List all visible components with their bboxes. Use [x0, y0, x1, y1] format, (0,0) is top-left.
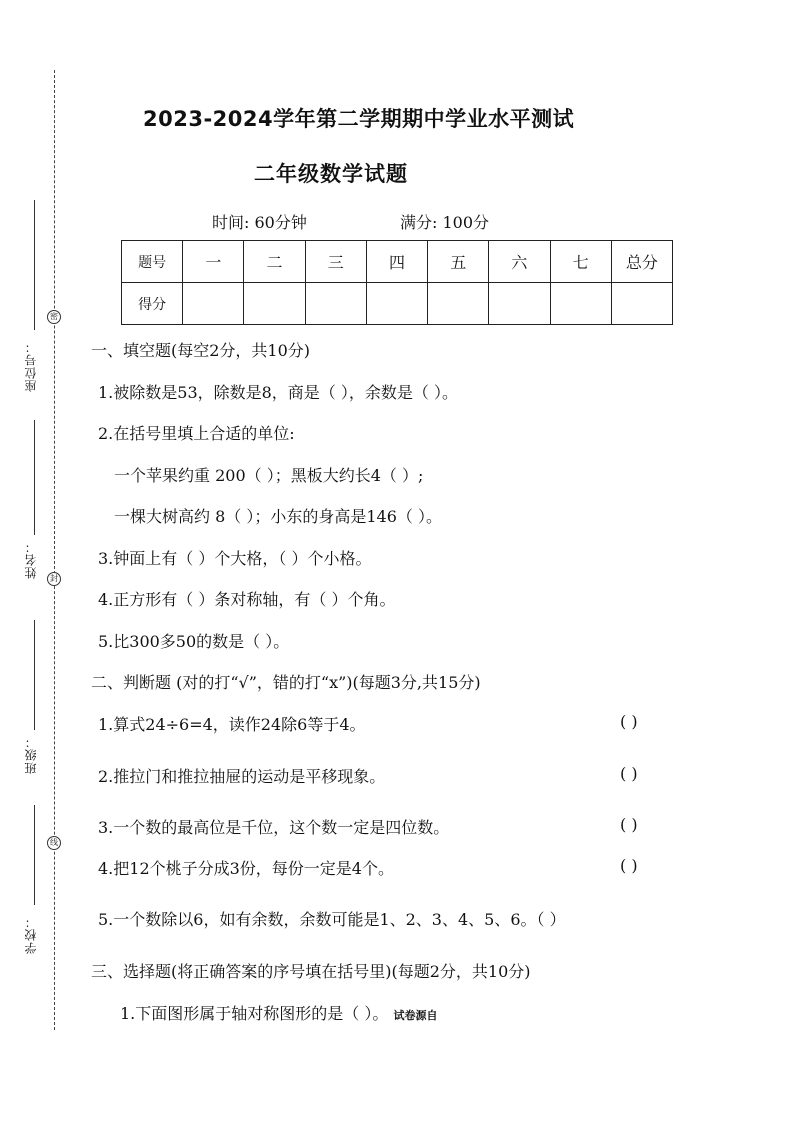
section2-heading: 二、判断题 (对的打“√”，错的打“x”)(每题3分,共15分)	[91, 673, 481, 692]
table-cell: 总分	[611, 241, 672, 283]
binding-dashed-line	[54, 70, 55, 1030]
section1-q5: 5.比300多50的数是（ ）。	[98, 632, 290, 651]
answer-paren[interactable]: ( )	[620, 815, 638, 834]
section1-q2a: 一个苹果约重 200（ ）；黑板大约长4（ ）;	[114, 466, 424, 485]
table-cell: 题号	[122, 241, 183, 283]
answer-paren[interactable]: ( )	[620, 764, 638, 783]
section2-q3: 3.一个数的最高位是千位，这个数一定是四位数。	[98, 818, 450, 837]
seal-mark-top: 密	[47, 310, 61, 324]
score-input-cell[interactable]	[305, 283, 366, 325]
table-cell: 得分	[122, 283, 183, 325]
table-cell: 七	[550, 241, 611, 283]
score-table-score-row	[122, 283, 673, 325]
section3-q1-text: 1.下面图形属于轴对称图形的是（ ）。	[120, 1004, 389, 1023]
answer-paren[interactable]: ( )	[620, 712, 638, 731]
section3-q1	[120, 1001, 437, 1024]
score-input-cell[interactable]	[183, 283, 244, 325]
name-fill-line	[34, 420, 35, 535]
exam-title: 2023-2024学年第二学期期中学业水平测试	[143, 107, 575, 131]
binding-margin	[0, 0, 70, 1123]
seat-label: 座位号：	[24, 340, 38, 392]
section1-q2: 2.在括号里填上合适的单位:	[98, 424, 295, 443]
answer-paren[interactable]: ( )	[620, 856, 638, 875]
section1-q3: 3.钟面上有（ ）个大格，（ ）个小格。	[98, 549, 372, 568]
section1-q2b: 一棵大树高约 8（ ）；小东的身高是146（ ）。	[114, 507, 442, 526]
name-label: 姓名：	[24, 540, 38, 579]
school-label: 学校：	[24, 915, 38, 954]
table-cell: 六	[489, 241, 550, 283]
section1-q4: 4.正方形有（ ）条对称轴，有（ ）个角。	[98, 590, 396, 609]
class-fill-line	[34, 620, 35, 730]
seat-fill-line	[34, 200, 35, 330]
score-input-cell[interactable]	[489, 283, 550, 325]
school-fill-line	[34, 805, 35, 905]
exam-time: 时间: 60分钟	[212, 213, 307, 232]
source-watermark: 试卷源自	[393, 1009, 438, 1022]
score-input-cell[interactable]	[550, 283, 611, 325]
section1-q1: 1.被除数是53，除数是8，商是（ ），余数是（ ）。	[98, 383, 458, 402]
section2-q1: 1.算式24÷6=4，读作24除6等于4。	[98, 715, 366, 734]
score-input-cell[interactable]	[611, 283, 672, 325]
exam-full-score: 满分: 100分	[400, 213, 490, 232]
table-cell: 三	[305, 241, 366, 283]
table-cell: 五	[428, 241, 489, 283]
score-input-cell[interactable]	[366, 283, 427, 325]
score-input-cell[interactable]	[428, 283, 489, 325]
table-cell: 一	[183, 241, 244, 283]
table-cell: 四	[366, 241, 427, 283]
section2-q4: 4.把12个桃子分成3份，每份一定是4个。	[98, 859, 394, 878]
section3-heading: 三、选择题(将正确答案的序号填在括号里)(每题2分，共10分)	[91, 962, 531, 981]
seal-mark-mid: 封	[47, 572, 61, 586]
score-input-cell[interactable]	[244, 283, 305, 325]
seal-mark-bottom: 线	[47, 836, 61, 850]
section2-q5: 5.一个数除以6，如有余数，余数可能是1、2、3、4、5、6。（ ）	[98, 910, 566, 929]
exam-subtitle: 二年级数学试题	[254, 162, 408, 186]
score-table	[121, 240, 673, 325]
class-label: 班级：	[24, 735, 38, 774]
table-cell: 二	[244, 241, 305, 283]
section1-heading: 一、填空题(每空2分，共10分)	[91, 341, 311, 360]
section2-q2: 2.推拉门和推拉抽屉的运动是平移现象。	[98, 767, 386, 786]
score-table-header-row	[122, 241, 673, 283]
